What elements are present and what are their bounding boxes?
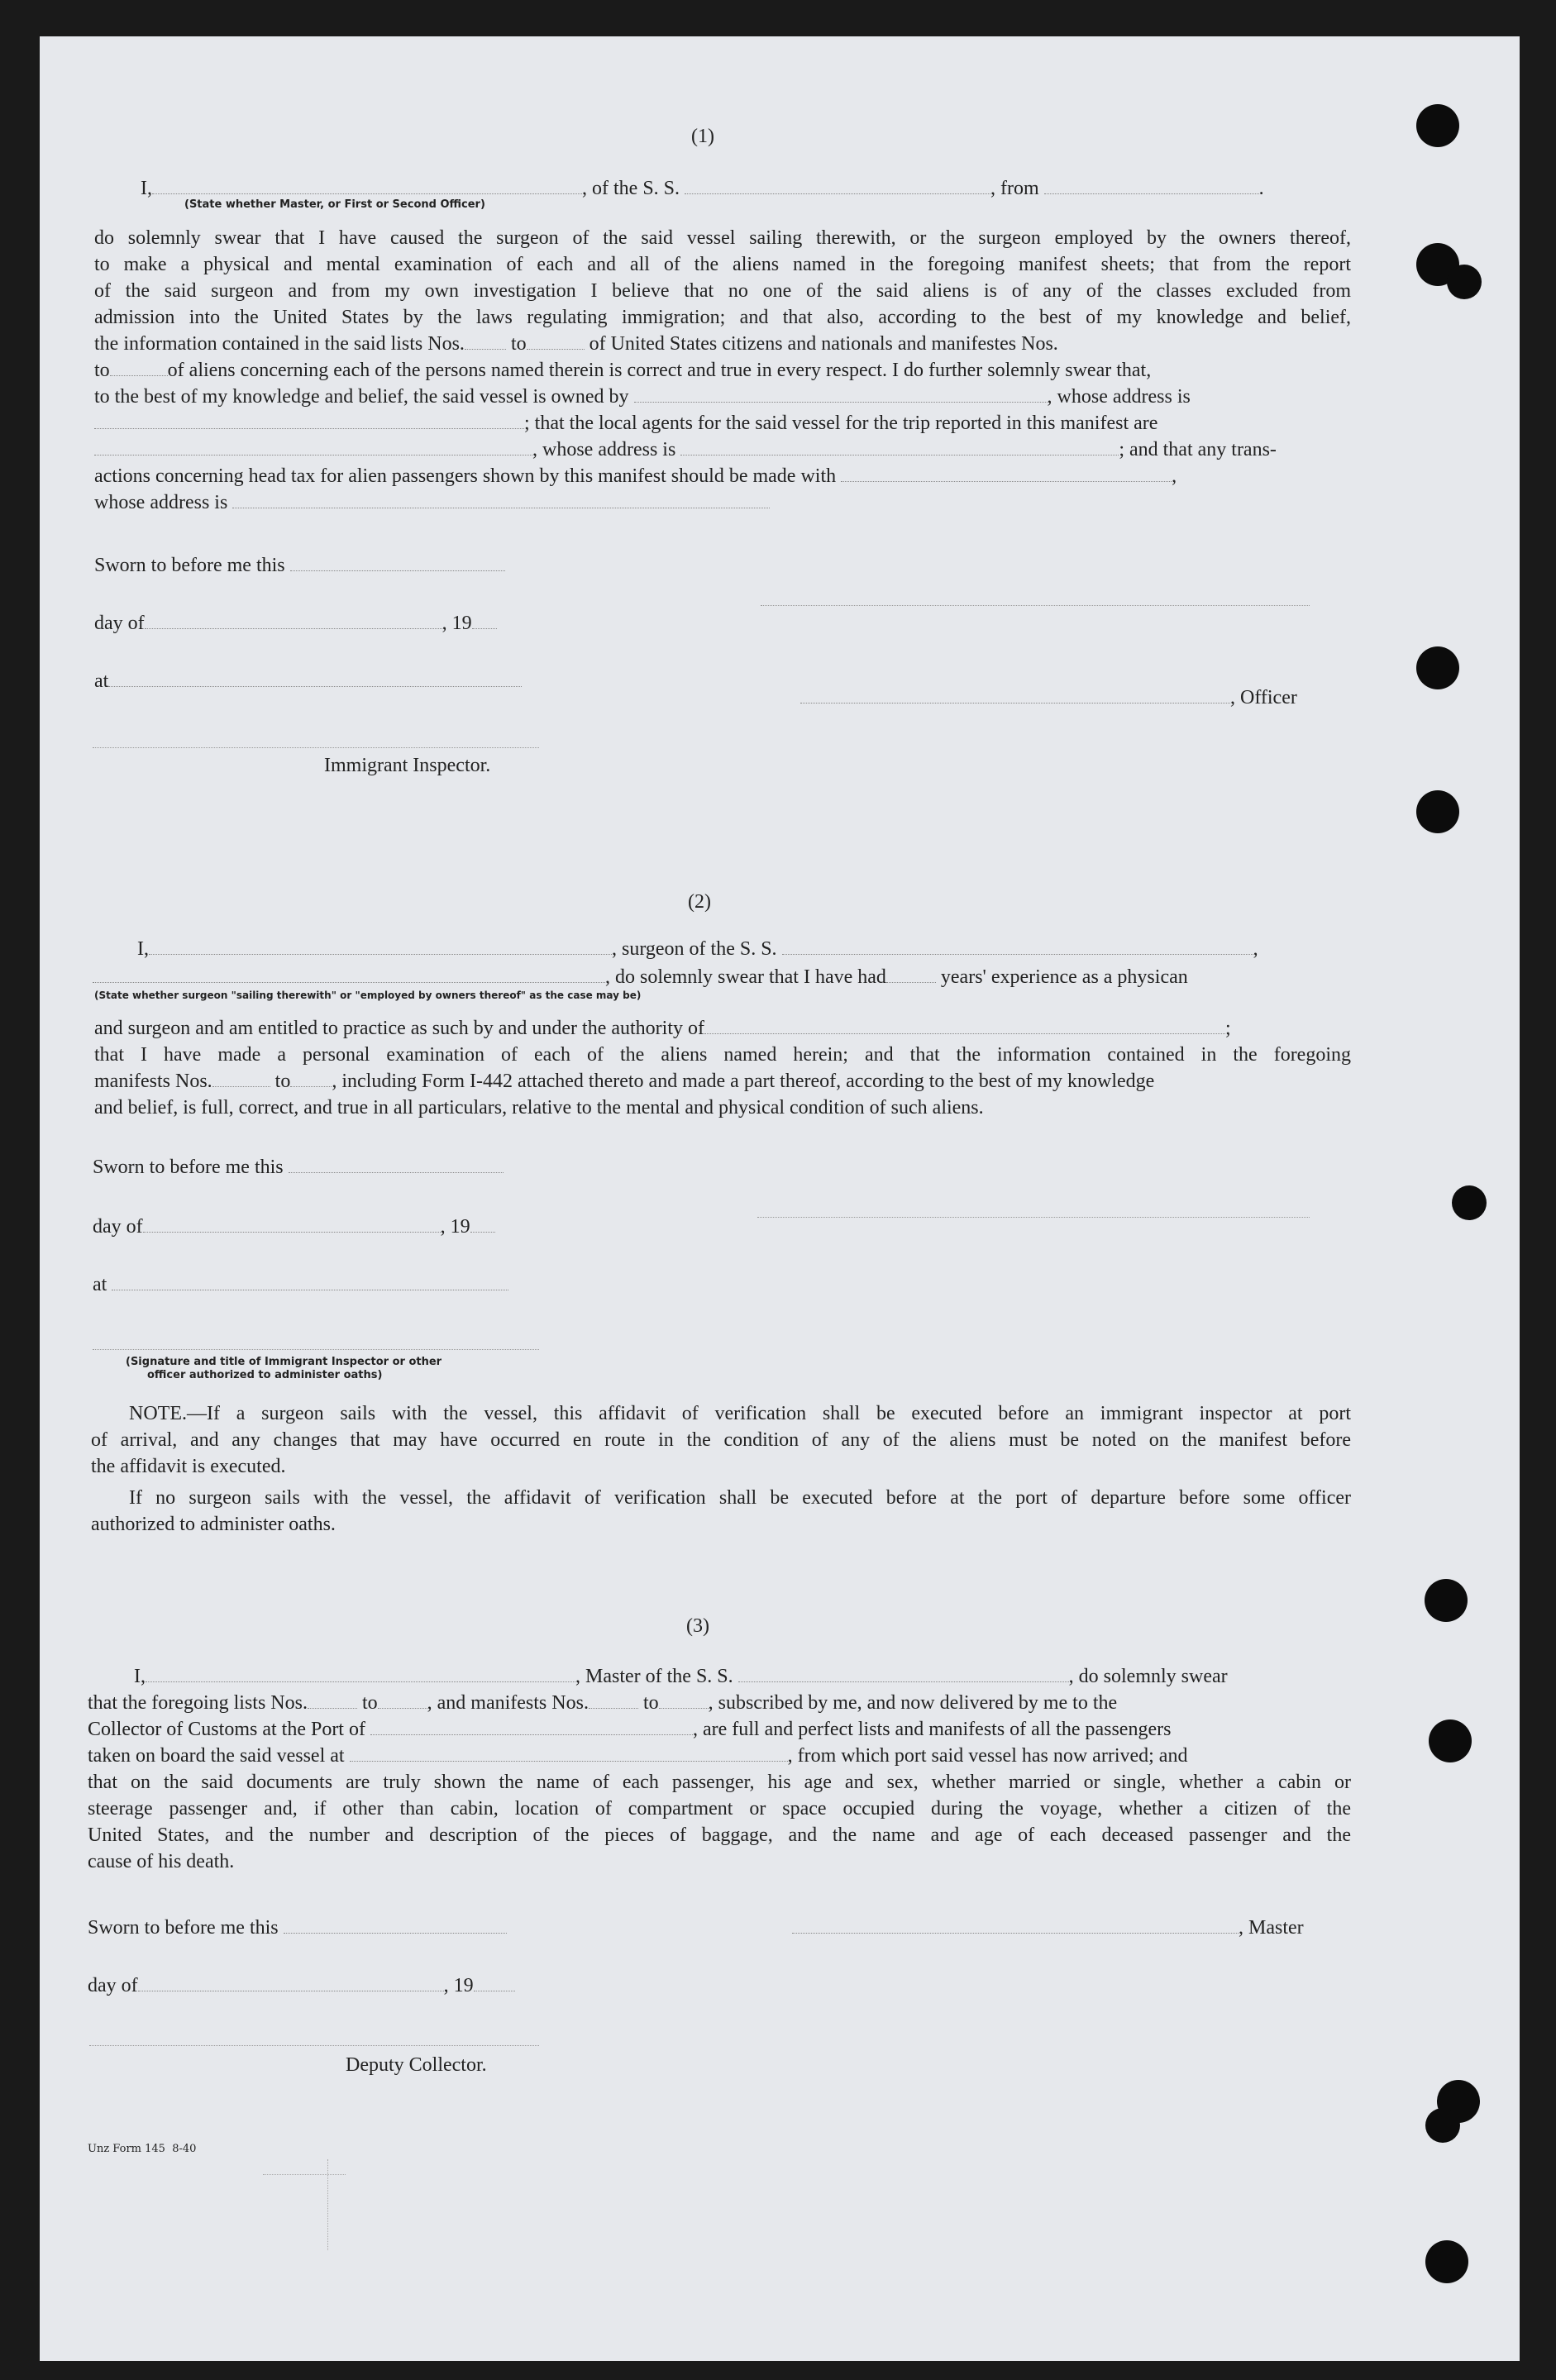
section-1-line-5: [94, 332, 1058, 355]
text: , Master of the S. S.: [575, 1666, 733, 1687]
at-line: [94, 670, 522, 693]
blank-field[interactable]: [290, 1071, 332, 1087]
text: ; and that any trans-: [1119, 439, 1277, 460]
binder-hole: [1416, 104, 1459, 147]
signature-caption: officer authorized to administer oaths): [147, 1369, 383, 1381]
text: , whose address is: [1047, 386, 1191, 408]
note-line: of arrival, and any changes that may have occurred en route in the condition of any of the aliens must be noted on the manifest before: [91, 1429, 1351, 1451]
note-line: the affidavit is executed.: [91, 1456, 286, 1477]
form-label: Unz Form 145: [88, 2143, 165, 2155]
section-3-line-1: [134, 1665, 1228, 1688]
blank-field[interactable]: [465, 334, 506, 350]
blank-field-years[interactable]: [886, 967, 936, 983]
section-1-line-7: [94, 385, 1191, 408]
inspector-signature-line[interactable]: [93, 1349, 539, 1350]
text: I,: [137, 938, 149, 960]
blank-field-month[interactable]: [138, 1976, 444, 1991]
blank-field-master[interactable]: [146, 1667, 575, 1682]
text: , from: [990, 178, 1039, 199]
inspector-signature-line[interactable]: [93, 747, 539, 748]
section-1-number: (1): [691, 126, 714, 147]
officer-line: [800, 686, 1297, 709]
text: to: [274, 1071, 291, 1092]
text: ,: [1172, 465, 1177, 487]
day-of-line: [93, 1215, 495, 1238]
blank-field-ship[interactable]: [685, 179, 990, 194]
sworn-line: [94, 554, 505, 577]
text: , whose address is: [532, 439, 676, 460]
text: I,: [141, 178, 152, 199]
text: that the foregoing lists Nos.: [88, 1692, 308, 1714]
note-line: If no surgeon sails with the vessel, the affidavit of verification shall be executed before at the port of departure before some officer: [129, 1487, 1351, 1509]
text: ; that the local agents for the said vessel for the trip reported in this manifest are: [524, 413, 1158, 434]
blank-field-sworn-day[interactable]: [284, 1918, 507, 1934]
blank-field-from[interactable]: [1044, 179, 1259, 194]
binder-hole: [1447, 265, 1482, 299]
text: , are full and perfect lists and manifests of all the passengers: [692, 1719, 1172, 1740]
text: of United States citizens and nationals and manifestes Nos.: [589, 333, 1058, 355]
signature-line[interactable]: [757, 1217, 1310, 1218]
blank-field-place[interactable]: [108, 671, 522, 687]
blank-field-agents-address[interactable]: [680, 440, 1119, 455]
master-line: [792, 1916, 1304, 1939]
blank-field-ship[interactable]: [782, 939, 1253, 955]
blank-field[interactable]: [212, 1071, 270, 1087]
text: Sworn to before me this: [94, 555, 285, 576]
text: day of: [88, 1975, 138, 1996]
blank-field-surgeon[interactable]: [149, 939, 612, 955]
text: , including Form I-442 attached thereto and made a part thereof, according to the best of my knowledge: [332, 1071, 1155, 1092]
at-line: [93, 1273, 508, 1296]
blank-field-place[interactable]: [112, 1275, 508, 1290]
day-of-line: [88, 1974, 515, 1997]
binder-hole: [1425, 2240, 1468, 2283]
blank-field-master-signature[interactable]: [792, 1918, 1239, 1934]
section-2-line-1: [137, 937, 1258, 961]
blank-field-sworn-day[interactable]: [290, 556, 505, 571]
text: to: [642, 1692, 659, 1714]
section-1-line: of the said surgeon and from my own investigation I believe that no one of the said aliens is of any of the classes excluded from: [94, 280, 1351, 302]
signature-line[interactable]: [761, 605, 1310, 606]
blank-field-owner[interactable]: [634, 387, 1048, 403]
text: , subscribed by me, and now delivered by me to the: [708, 1692, 1118, 1714]
binder-hole: [1425, 1579, 1468, 1622]
text: , surgeon of the S. S.: [612, 938, 777, 960]
text: whose address is: [94, 492, 228, 513]
blank-field[interactable]: [378, 1693, 427, 1709]
sworn-line: [88, 1916, 507, 1939]
section-1-line-11: [94, 491, 770, 514]
section-3-line-2: [88, 1691, 1117, 1715]
section-3-line-4: [88, 1744, 1187, 1767]
inspector-label: Immigrant Inspector.: [324, 755, 491, 776]
blank-field[interactable]: [232, 493, 770, 508]
text: , Officer: [1230, 687, 1297, 708]
section-2-line-2: [93, 966, 1188, 989]
text: , 19: [440, 1216, 470, 1238]
blank-field-sworn-day[interactable]: [289, 1157, 504, 1173]
binder-hole: [1416, 646, 1459, 689]
stub-mark: [263, 2174, 346, 2175]
section-2-line-3: [94, 1017, 1231, 1040]
text: the information contained in the said lists Nos.: [94, 333, 465, 355]
stub-mark: [327, 2159, 328, 2250]
section-3-line: United States, and the number and description of the pieces of baggage, and the name and age of each deceased passenger and the: [88, 1824, 1351, 1846]
blank-field-agents[interactable]: [94, 440, 532, 455]
blank-field-year[interactable]: [470, 1217, 495, 1233]
text: , Master: [1239, 1917, 1304, 1939]
surgeon-caption: (State whether surgeon "sailing therewith" or "employed by owners thereof" as the case may be): [94, 990, 642, 1001]
manifest-page: [40, 36, 1520, 2361]
binder-hole: [1416, 790, 1459, 833]
binder-hole: [1425, 2108, 1460, 2143]
text: at: [93, 1274, 107, 1295]
text: of aliens concerning each of the persons named therein is correct and true in every respect. I do further solemnly swear that,: [167, 360, 1152, 381]
section-1-line: admission into the United States by the laws regulating immigration; and that also, according to the best of my knowledge and belief,: [94, 307, 1351, 328]
section-1-line-1: [141, 177, 1264, 200]
text: Sworn to before me this: [88, 1917, 279, 1939]
blank-field-head-tax[interactable]: [841, 466, 1172, 482]
signature-caption: (Signature and title of Immigrant Inspector or other: [126, 1356, 442, 1368]
section-2-number: (2): [688, 891, 711, 913]
text: actions concerning head tax for alien passengers shown by this manifest should be made with: [94, 465, 837, 487]
note-line: NOTE.—If a surgeon sails with the vessel, this affidavit of verification shall be executed before an immigrant inspector at port: [129, 1403, 1351, 1424]
section-1-line-8: [94, 412, 1157, 435]
blank-field-year[interactable]: [472, 613, 497, 629]
text: manifests Nos.: [94, 1071, 212, 1092]
text: to: [94, 360, 110, 381]
sworn-line: [93, 1156, 504, 1179]
form-number: [88, 2143, 196, 2155]
text: , 19: [443, 1975, 474, 1996]
collector-label: Deputy Collector.: [346, 2054, 487, 2076]
section-3-line: steerage passenger and, if other than cabin, location of compartment or space occupied during the voyage, whether a citizen of the: [88, 1798, 1351, 1820]
note-line: authorized to administer oaths.: [91, 1514, 336, 1535]
collector-signature-line[interactable]: [89, 2045, 539, 2046]
text: ,: [1253, 938, 1258, 960]
blank-field[interactable]: [659, 1693, 709, 1709]
blank-field-address[interactable]: [94, 413, 524, 429]
binder-hole: [1429, 1719, 1472, 1762]
master-caption: (State whether Master, or First or Second Officer): [184, 198, 485, 211]
blank-field[interactable]: [589, 1693, 638, 1709]
section-3-number: (3): [686, 1615, 709, 1637]
text: , 19: [442, 613, 472, 634]
text: taken on board the said vessel at: [88, 1745, 345, 1767]
blank-field-authority[interactable]: [704, 1018, 1225, 1034]
section-1-line: to make a physical and mental examination of each and all of the aliens named in the foregoing manifest sheets; that from the report: [94, 254, 1351, 275]
blank-field-master[interactable]: [152, 179, 582, 194]
section-2-line-6: and belief, is full, correct, and true in all particulars, relative to the mental and physical condition of such aliens.: [94, 1097, 984, 1118]
section-1-line-10: [94, 465, 1177, 488]
form-code: 8-40: [172, 2143, 197, 2155]
blank-field[interactable]: [308, 1693, 357, 1709]
text: to the best of my knowledge and belief, the said vessel is owned by: [94, 386, 629, 408]
section-1-line-6: [94, 359, 1151, 382]
text: and surgeon and am entitled to practice as such by and under the authority of: [94, 1018, 704, 1039]
binder-hole: [1452, 1185, 1487, 1220]
text: to: [361, 1692, 378, 1714]
section-1-line-9: [94, 438, 1277, 461]
section-2-line-4: that I have made a personal examination of each of the aliens named herein; and that the information contained in the foregoing: [94, 1044, 1351, 1066]
day-of-line: [94, 612, 497, 635]
text: I,: [134, 1666, 146, 1687]
text: , from which port said vessel has now arrived; and: [787, 1745, 1188, 1767]
blank-field-port-embark[interactable]: [350, 1746, 788, 1762]
text: , of the S. S.: [582, 178, 680, 199]
section-3-line: that on the said documents are truly shown the name of each passenger, his age and sex, whether married or single, whether a cabin or: [88, 1772, 1351, 1793]
blank-field[interactable]: [527, 334, 585, 350]
section-3-line: cause of his death.: [88, 1851, 235, 1872]
text: at: [94, 670, 109, 692]
text: , and manifests Nos.: [427, 1692, 589, 1714]
blank-field-ship[interactable]: [738, 1667, 1069, 1682]
blank-field-port[interactable]: [370, 1719, 693, 1735]
section-3-line-3: [88, 1718, 1171, 1741]
blank-field-month[interactable]: [143, 1217, 441, 1233]
text: ;: [1225, 1018, 1231, 1039]
section-2-line-5: [94, 1070, 1154, 1093]
blank-field-year[interactable]: [474, 1976, 515, 1991]
text: day of: [93, 1216, 143, 1238]
text: Sworn to before me this: [93, 1157, 284, 1178]
blank-field-officer[interactable]: [800, 688, 1230, 704]
blank-field[interactable]: [110, 360, 168, 376]
text: , do solemnly swear that I have had: [605, 966, 886, 988]
text: years' experience as a physican: [940, 966, 1188, 988]
text: day of: [94, 613, 145, 634]
blank-field[interactable]: [93, 967, 605, 983]
text: .: [1258, 178, 1264, 199]
text: Collector of Customs at the Port of: [88, 1719, 365, 1740]
section-1-line: do solemnly swear that I have caused the surgeon of the said vessel sailing therewith, or the surgeon employed by the owners thereof,: [94, 227, 1351, 249]
text: to: [510, 333, 527, 355]
text: , do solemnly swear: [1068, 1666, 1228, 1687]
blank-field-month[interactable]: [145, 613, 442, 629]
